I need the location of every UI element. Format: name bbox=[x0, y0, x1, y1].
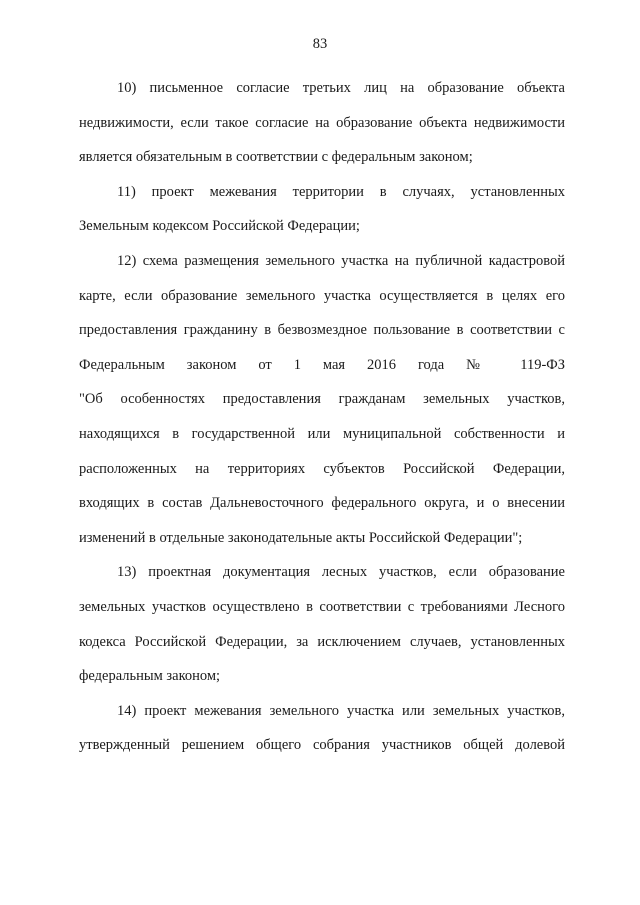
text-line: расположенных на территориях субъектов Российской Федерации, bbox=[79, 460, 565, 477]
text-line: недвижимости, если такое согласие на образование объекта недвижимости bbox=[79, 114, 565, 131]
text-line: Земельным кодексом Российской Федерации; bbox=[79, 218, 360, 235]
text-line: кодекса Российской Федерации, за исключением случаев, установленных bbox=[79, 633, 565, 650]
text-line: 14) проект межевания земельного участка или земельных участков, bbox=[117, 702, 565, 719]
text-line: находящихся в государственной или муниципальной собственности и bbox=[79, 425, 565, 442]
text-line: 10) письменное согласие третьих лиц на образование объекта bbox=[117, 80, 565, 96]
text-line: 13) проектная документация лесных участков, если образование bbox=[117, 564, 565, 581]
text-line: земельных участков осуществлено в соответствии с требованиями Лесного bbox=[79, 598, 565, 615]
text-line: 11) проект межевания территории в случаях, установленных bbox=[117, 183, 565, 200]
text-line: входящих в состав Дальневосточного федерального округа, и о внесении bbox=[79, 495, 565, 512]
text-line: 12) схема размещения земельного участка на публичной кадастровой bbox=[117, 252, 565, 269]
text-line: предоставления гражданину в безвозмездное пользование в соответствии с bbox=[79, 322, 565, 339]
text-line: карте, если образование земельного участка осуществляется в целях его bbox=[79, 287, 565, 304]
text-line: является обязательным в соответствии с федеральным законом; bbox=[79, 149, 473, 166]
page-number: 83 bbox=[312, 36, 328, 52]
text-line: федеральным законом; bbox=[79, 668, 221, 685]
text-line: Федеральным законом от 1 мая 2016 года № 119-ФЗ bbox=[79, 356, 565, 373]
text-line: "Об особенностях предоставления гражданам земельных участков, bbox=[79, 391, 565, 408]
document-body bbox=[79, 71, 565, 763]
text-line: изменений в отдельные законодательные акты Российской Федерации"; bbox=[79, 529, 523, 546]
text-line: утвержденный решением общего собрания участников общей долевой bbox=[79, 737, 565, 754]
